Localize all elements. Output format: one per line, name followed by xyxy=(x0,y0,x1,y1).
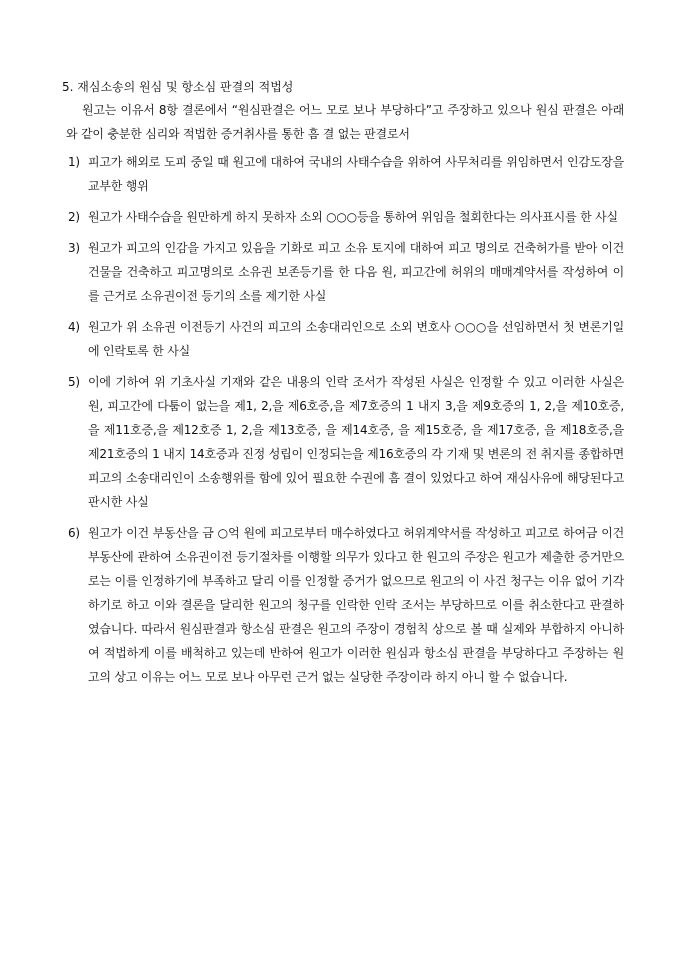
list-item xyxy=(68,315,624,363)
list-item xyxy=(68,521,624,689)
list-item xyxy=(68,205,624,229)
list-item-number: 1) xyxy=(68,155,80,169)
list-item-text: 원고가 이건 부동산을 금 ○억 원에 피고로부터 매수하였다고 허위계약서를 작성하고 피고로 하여금 이건 부동산에 관하여 소유권이전 등기절차를 이행할 의무가 있다고 한 원고의 주장은 원고가 제출한 증거만으로는 이를 인정하기에 부족하고 달리 이를 인정할 증거가 없으므로 원고의 이 사건 청구는 이유 없어 기각하기로 하고 이와 결론을 달리한 원고의 청구를 인락한 인락 조서는 부당하므로 이를 취소한다고 판결하였습니다. 따라서 원심판결과 항소심 판결은 원고의 주장이 경험칙 상으로 볼 때 실제와 부합하지 아니하여 적법하게 이를 배척하고 있는데 반하여 원고가 이러한 원심과 항소심 판결을 부당하다고 주장하는 원고의 상고 이유는 어느 모로 보나 아무런 근거 없는 실당한 주장이라 하지 아니 할 수 없습니다. xyxy=(88,526,624,684)
intro-paragraph: 원고는 이유서 8항 결론에서 “원심판결은 어느 모로 보나 부당하다”고 주장하고 있으나 원심 판결은 아래와 같이 충분한 심리와 적법한 증거취사를 통한 흠 결 없는 판결로서 xyxy=(66,103,624,141)
section-heading: 5. 재심소송의 원심 및 항소심 판결의 적법성 xyxy=(62,80,294,94)
list-item-text: 원고가 사태수습을 원만하게 하지 못하자 소외 ○○○등을 통하여 위임을 철회한다는 의사표시를 한 사실 xyxy=(88,210,618,224)
list-item-text: 원고가 위 소유권 이전등기 사건의 피고의 소송대리인으로 소외 변호사 ○○○을 선임하면서 첫 변론기일에 인락토록 한 사실 xyxy=(88,320,624,358)
list-item xyxy=(68,370,624,514)
list-item xyxy=(68,236,624,308)
list-item-text: 피고가 해외로 도피 중일 때 원고에 대하여 국내의 사태수습을 위하여 사무처리를 위임하면서 인감도장을 교부한 행위 xyxy=(88,155,624,193)
list-item-text: 원고가 피고의 인감을 가지고 있음을 기화로 피고 소유 토지에 대하여 피고 명의로 건축허가를 받아 이건 건물을 건축하고 피고명의로 소유권 보존등기를 한 다음 원, 피고간에 허위의 매매계약서를 작성하여 이를 근거로 소유권이전 등기의 소를 제기한 사실 xyxy=(88,241,624,303)
list-item-number: 2) xyxy=(68,210,80,224)
list-item xyxy=(68,150,624,198)
list-item-number: 5) xyxy=(68,375,80,389)
list-item-number: 6) xyxy=(68,526,80,540)
list-item-text: 이에 기하여 위 기초사실 기재와 같은 내용의 인락 조서가 작성된 사실은 인정할 수 있고 이러한 사실은 원, 피고간에 다툼이 없는을 제1, 2,을 제6호증,을 제7호증의 1 내지 3,을 제9호증의 1, 2,을 제10호증,을 제11호증,을 제12호증 1, 2,을 제13호증, 을 제14호증, 을 제15호증, 을 제17호증, 을 제18호증,을 제21호증의 1 내지 14호증과 진정 성립이 인정되는을 제16호증의 각 기재 및 변론의 전 취지를 종합하면 피고의 소송대리인이 소송행위를 함에 있어 필요한 수권에 흠 결이 있었다고 하여 재심사유에 해당된다고 판시한 사실 xyxy=(88,375,624,509)
list-item-number: 4) xyxy=(68,320,80,334)
findings-list xyxy=(68,150,624,696)
list-item-number: 3) xyxy=(68,241,80,255)
